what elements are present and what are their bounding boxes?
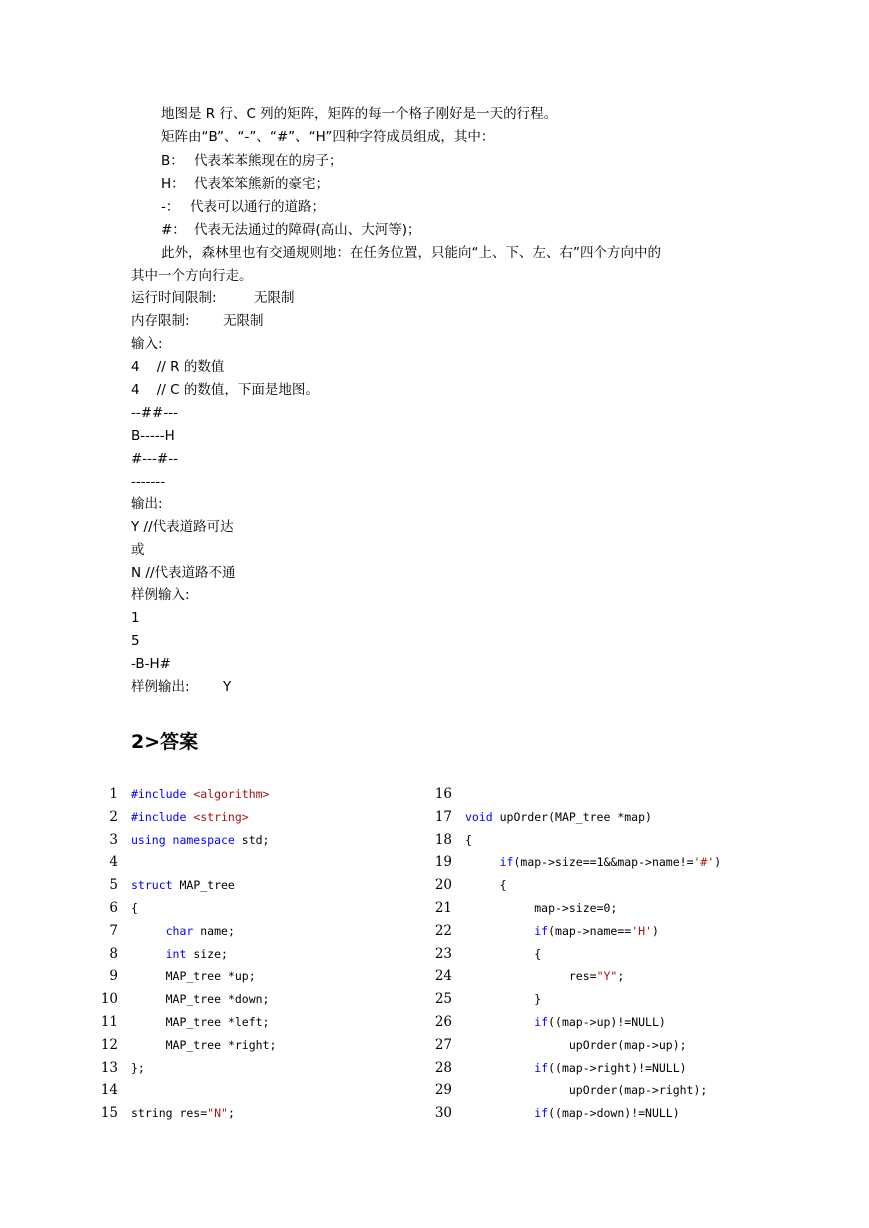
code-text: [131, 874, 235, 897]
line-number: 1: [109, 786, 118, 802]
answer-heading: 2>答案: [131, 731, 199, 753]
code-string: <string>: [193, 809, 249, 824]
time-limit: [131, 287, 295, 309]
line-number: 14: [100, 1082, 118, 1099]
line-number: 20: [434, 877, 452, 894]
output-n: N //代表道路不通: [131, 565, 236, 581]
code-text: [465, 851, 721, 874]
code-token: MAP_tree *down;: [131, 992, 270, 1007]
code-token: (map->size==1&&map->name!=: [513, 855, 694, 870]
code-string: "Y": [596, 969, 618, 984]
map-row-4: -------: [131, 474, 166, 490]
line-number: 15: [100, 1105, 118, 1122]
code-token: ((map->down)!=NULL): [548, 1106, 680, 1121]
code-text: [465, 988, 541, 1011]
code-token: name;: [193, 923, 235, 938]
legend-b-key: B：: [161, 153, 184, 169]
code-token: [465, 1061, 534, 1075]
code-token: MAP_tree *right;: [131, 1037, 277, 1052]
line-number: 13: [100, 1059, 118, 1076]
line-number: 9: [109, 968, 118, 985]
line-number: 3: [109, 831, 118, 848]
line-number: 28: [434, 1059, 452, 1076]
code-text: [465, 965, 624, 988]
line-number: 16: [434, 786, 452, 802]
code-keyword: void: [465, 809, 493, 824]
code-keyword: int: [165, 946, 187, 961]
code-text: [465, 897, 617, 920]
sample-input-label: 样例输入:: [131, 587, 190, 603]
line-number: 19: [434, 854, 452, 871]
code-text: [131, 943, 228, 966]
output-or: 或: [131, 542, 145, 558]
code-text: [131, 1011, 269, 1034]
input-r: 4 // R 的数值: [131, 359, 225, 375]
code-text: [131, 920, 235, 943]
map-row-1: --##---: [131, 405, 178, 421]
code-token: ): [714, 855, 722, 870]
output-y: Y //代表道路可达: [131, 519, 234, 535]
memory-limit-value: 无限制: [223, 313, 264, 329]
line-number: 7: [109, 922, 118, 939]
code-text: [131, 806, 249, 829]
line-number: 26: [434, 1013, 452, 1030]
code-text: [465, 1079, 707, 1102]
code-text: [131, 1057, 145, 1080]
code-token: [131, 924, 166, 938]
legend-hash-desc: 代表无法通过的障碍(高山、大河等)；: [194, 222, 421, 238]
line-number: 25: [434, 991, 452, 1008]
code-token: ;: [617, 969, 625, 984]
legend-dash-key: -：: [161, 199, 180, 215]
paragraph-map-def: 地图是 R 行、C 列的矩阵，矩阵的每一个格子刚好是一天的行程。: [161, 106, 558, 122]
legend-dash-desc: 代表可以通行的道路；: [190, 199, 325, 215]
line-number: 12: [100, 1036, 118, 1053]
map-row-2: B-----H: [131, 428, 175, 444]
code-token: std;: [234, 832, 270, 847]
sample-output: [131, 676, 231, 698]
code-token: }: [465, 992, 542, 1007]
code-keyword: if: [534, 1106, 549, 1121]
code-keyword: struct: [131, 878, 173, 893]
code-token: [465, 924, 534, 938]
sample-input-2: 5: [131, 633, 140, 649]
code-token: {: [465, 946, 542, 961]
line-number: 22: [434, 922, 452, 939]
output-label: 输出:: [131, 496, 163, 512]
code-keyword: #include: [131, 809, 194, 824]
code-text: [465, 874, 507, 897]
code-keyword: using namespace: [131, 832, 235, 847]
legend-b: [161, 150, 343, 172]
legend-h-key: H：: [161, 176, 185, 192]
line-number: 8: [109, 945, 118, 962]
code-token: ): [651, 923, 659, 938]
line-number: 5: [109, 877, 118, 894]
time-limit-label: 运行时间限制:: [131, 290, 217, 306]
code-string: "N": [207, 1106, 228, 1121]
sample-output-value: Y: [223, 679, 232, 695]
code-text: [131, 988, 269, 1011]
sample-output-label: 样例输出:: [131, 679, 190, 695]
line-number: 23: [434, 945, 452, 962]
code-text: [131, 783, 269, 806]
paragraph-matrix-chars: 矩阵由“B”、“-”、“#”、“H”四种字符成员组成，其中：: [161, 129, 495, 145]
input-c: 4 // C 的数值，下面是地图。: [131, 382, 319, 398]
code-token: {: [465, 878, 507, 893]
code-string: <algorithm>: [193, 787, 270, 801]
code-token: [465, 855, 500, 869]
code-text: [465, 920, 659, 943]
code-keyword: #include: [131, 787, 194, 801]
memory-limit: [131, 310, 264, 332]
code-token: {: [465, 832, 472, 847]
sample-input-1: 1: [131, 610, 140, 626]
line-number: 2: [109, 808, 118, 825]
code-keyword: if: [534, 1014, 549, 1029]
code-token: upOrder(MAP_tree *map): [492, 809, 652, 824]
code-keyword: if: [499, 855, 514, 870]
code-text: [131, 897, 138, 920]
code-token: [465, 1015, 534, 1029]
code-token: upOrder(map->up);: [465, 1037, 687, 1052]
code-keyword: if: [534, 1060, 549, 1075]
code-token: size;: [186, 946, 228, 961]
code-token: MAP_tree *up;: [131, 969, 256, 984]
legend-hash-key: #：: [161, 222, 186, 238]
line-number: 18: [434, 831, 452, 848]
legend-h: [161, 173, 329, 195]
code-text: [465, 1057, 687, 1080]
code-token: upOrder(map->right);: [465, 1083, 708, 1098]
paragraph-rules-2: 其中一个方向行走。: [131, 268, 253, 284]
code-token: ((map->right)!=NULL): [548, 1060, 687, 1075]
time-limit-value: 无限制: [254, 290, 295, 306]
code-token: res=: [465, 969, 597, 984]
legend-dash: [161, 196, 325, 218]
code-text: [465, 1102, 680, 1125]
code-token: MAP_tree: [172, 878, 235, 893]
code-token: ;: [227, 1106, 235, 1121]
code-text: [465, 829, 472, 852]
line-number: 24: [434, 968, 452, 985]
memory-limit-label: 内存限制:: [131, 313, 190, 329]
line-number: 6: [109, 899, 118, 916]
code-token: (map->name==: [548, 923, 632, 938]
code-token: [465, 1106, 534, 1120]
code-token: map->size=0;: [465, 900, 618, 915]
code-string: '#': [693, 855, 715, 870]
map-row-3: #---#--: [131, 451, 178, 467]
line-number: 21: [434, 899, 452, 916]
line-number: 10: [100, 991, 118, 1008]
code-text: [131, 1102, 235, 1125]
code-token: string res=: [131, 1106, 208, 1121]
code-keyword: if: [534, 923, 549, 938]
legend-h-desc: 代表笨笨熊新的豪宅；: [194, 176, 329, 192]
code-text: [465, 1034, 687, 1057]
code-token: {: [131, 900, 138, 915]
line-number: 27: [434, 1036, 452, 1053]
line-number: 4: [109, 854, 118, 871]
input-label: 输入:: [131, 336, 163, 352]
legend-b-desc: 代表苯苯熊现在的房子；: [194, 153, 343, 169]
sample-input-3: -B-H#: [131, 656, 171, 672]
code-text: [131, 1034, 276, 1057]
code-text: [131, 829, 269, 852]
code-text: [465, 806, 652, 829]
code-token: ((map->up)!=NULL): [548, 1014, 666, 1029]
code-token: };: [131, 1060, 145, 1075]
code-token: [131, 947, 166, 961]
code-text: [465, 1011, 666, 1034]
line-number: 30: [434, 1105, 452, 1122]
code-string: 'H': [631, 923, 652, 938]
code-text: [131, 965, 256, 988]
line-number: 29: [434, 1082, 452, 1099]
paragraph-rules-1: 此外，森林里也有交通规则地：在任务位置，只能向“上、下、左、右”四个方向中的: [161, 245, 661, 261]
line-number: 11: [100, 1013, 118, 1030]
code-token: MAP_tree *left;: [131, 1014, 270, 1029]
legend-hash: [161, 219, 421, 241]
code-text: [465, 943, 541, 966]
code-keyword: char: [165, 923, 194, 938]
line-number: 17: [434, 808, 452, 825]
